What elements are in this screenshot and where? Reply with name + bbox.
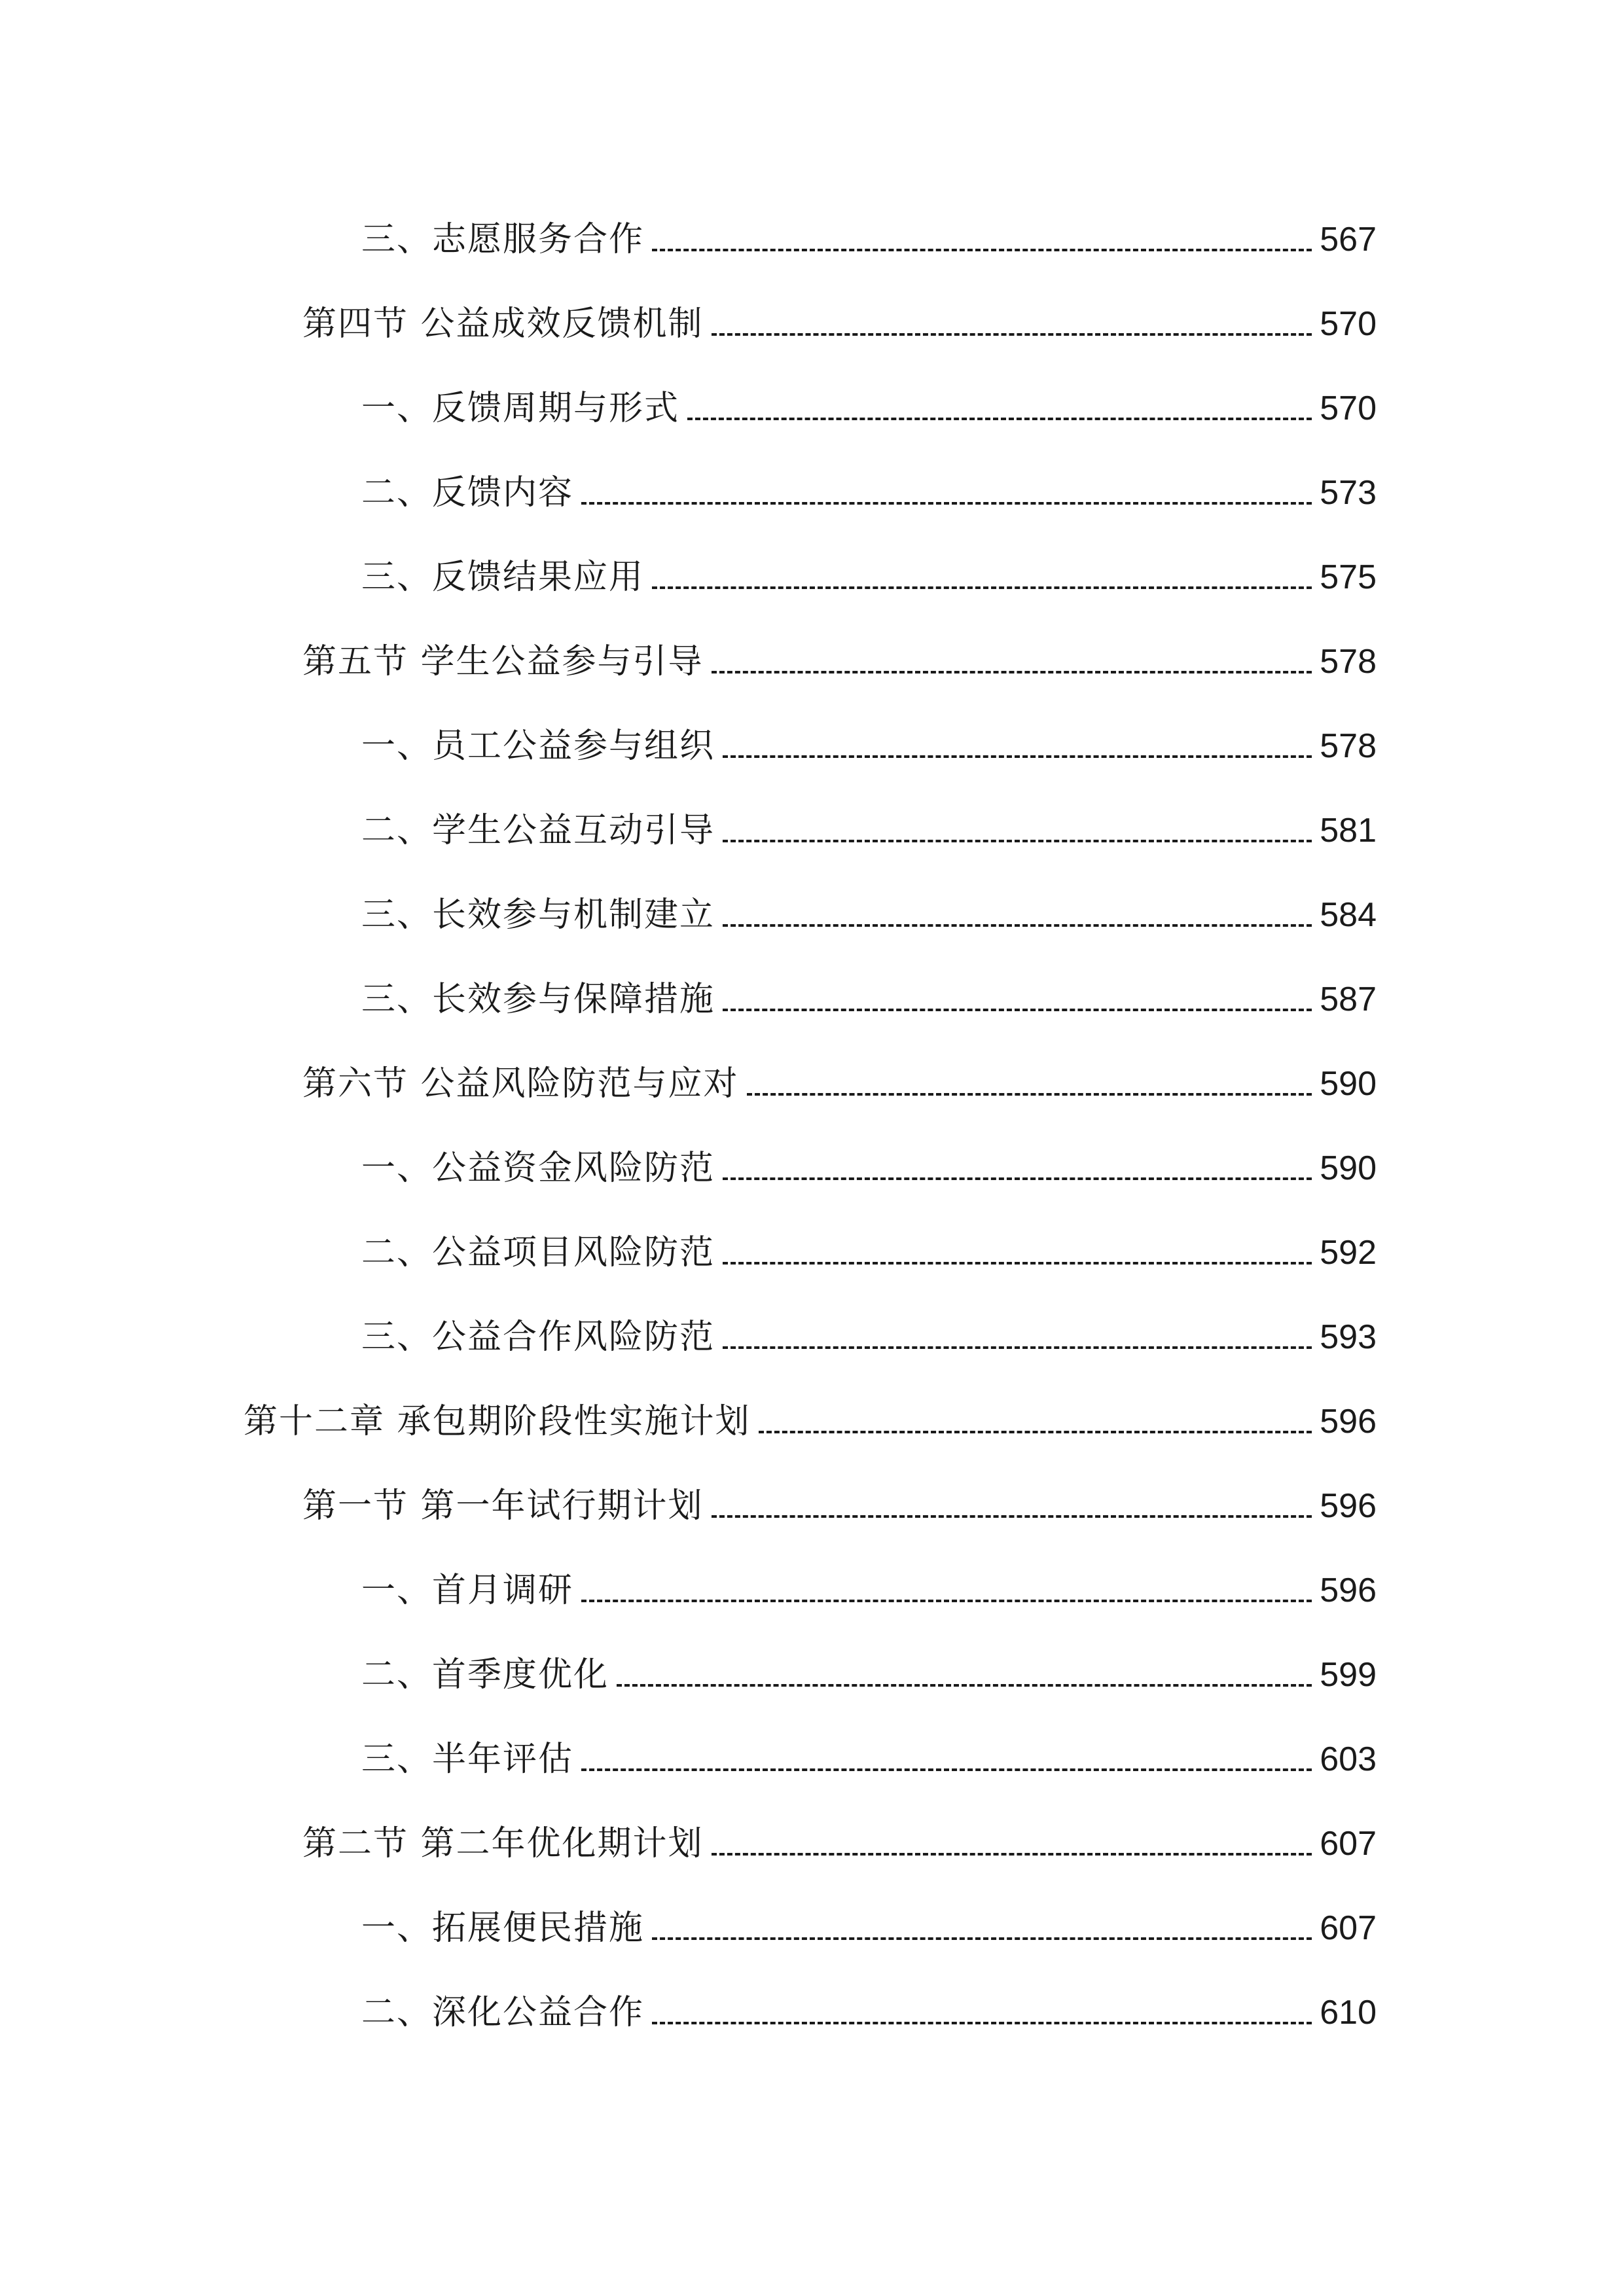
dot-leader — [712, 333, 1312, 336]
toc-entry[interactable] — [361, 1902, 1377, 1954]
toc-entry-label: 三、长效参与保障措施 — [361, 980, 715, 1019]
toc-entry-page: 570 — [1320, 305, 1377, 343]
toc-entry-label: 二、首季度优化 — [361, 1655, 609, 1695]
toc-entry-page: 578 — [1320, 727, 1377, 765]
toc-entry-page: 575 — [1320, 558, 1377, 596]
toc-entry-page: 578 — [1320, 643, 1377, 681]
toc-entry-page: 567 — [1320, 221, 1377, 259]
toc-entry-page: 590 — [1320, 1149, 1377, 1187]
dot-leader — [723, 755, 1312, 758]
toc-entry[interactable] — [361, 1142, 1377, 1194]
toc-entry-page: 610 — [1320, 1994, 1377, 2032]
toc-entry-label: 一、首月调研 — [361, 1571, 574, 1610]
toc-entry[interactable] — [302, 298, 1377, 350]
toc-entry-page: 570 — [1320, 389, 1377, 427]
toc-entry-page: 607 — [1320, 1909, 1377, 1947]
toc-entry-page: 603 — [1320, 1740, 1377, 1778]
dot-leader — [723, 1177, 1312, 1180]
toc-entry-label: 一、员工公益参与组织 — [361, 726, 715, 766]
toc-entry[interactable] — [361, 213, 1377, 266]
toc-entry-label: 第一节 第一年试行期计划 — [302, 1486, 704, 1526]
dot-leader — [581, 502, 1312, 505]
toc-entry-label: 二、深化公益合作 — [361, 1993, 645, 2032]
toc-entry-label: 三、志愿服务合作 — [361, 220, 645, 259]
dot-leader — [723, 840, 1312, 842]
toc-entry-label: 二、公益项目风险防范 — [361, 1233, 715, 1272]
toc-entry-label: 二、反馈内容 — [361, 473, 574, 512]
dot-leader — [581, 1600, 1312, 1602]
toc-entry[interactable] — [361, 973, 1377, 1026]
dot-leader — [723, 1346, 1312, 1349]
toc-entry[interactable] — [361, 1733, 1377, 1785]
toc-entry-label: 三、长效参与机制建立 — [361, 895, 715, 935]
toc-entry-label: 第五节 学生公益参与引导 — [302, 642, 704, 681]
toc-entry-page: 599 — [1320, 1656, 1377, 1694]
toc-entry[interactable] — [361, 382, 1377, 435]
toc-entry-page: 593 — [1320, 1318, 1377, 1356]
toc-entry[interactable] — [302, 1480, 1377, 1532]
toc-entry[interactable] — [361, 467, 1377, 519]
toc-entry-label: 三、公益合作风险防范 — [361, 1318, 715, 1357]
toc-entry[interactable] — [361, 1649, 1377, 1701]
dot-leader — [759, 1431, 1312, 1433]
toc-entry-label: 第六节 公益风险防范与应对 — [302, 1064, 739, 1103]
dot-leader — [687, 418, 1312, 420]
dot-leader — [652, 586, 1312, 589]
toc-entry-page: 592 — [1320, 1234, 1377, 1272]
toc-entry-page: 590 — [1320, 1065, 1377, 1103]
toc-entry[interactable] — [302, 1058, 1377, 1110]
dot-leader — [747, 1093, 1312, 1096]
toc-entry-label: 一、反馈周期与形式 — [361, 389, 680, 428]
toc-entry-page: 573 — [1320, 474, 1377, 512]
dot-leader — [652, 2022, 1312, 2024]
toc-entry-page: 596 — [1320, 1403, 1377, 1441]
toc-entry-label: 第十二章 承包期阶段性实施计划 — [244, 1402, 751, 1441]
toc-entry-label: 二、学生公益互动引导 — [361, 811, 715, 850]
toc-entry[interactable] — [361, 889, 1377, 941]
toc-entry[interactable] — [302, 1818, 1377, 1870]
toc-entry[interactable] — [361, 1564, 1377, 1617]
dot-leader — [581, 1768, 1312, 1771]
toc-entry[interactable] — [361, 1986, 1377, 2039]
toc-entry-label: 一、拓展便民措施 — [361, 1909, 645, 1948]
dot-leader — [712, 671, 1312, 673]
dot-leader — [617, 1684, 1312, 1687]
dot-leader — [723, 924, 1312, 927]
toc-entry-label: 第四节 公益成效反馈机制 — [302, 304, 704, 344]
toc-entry-label: 第二节 第二年优化期计划 — [302, 1824, 704, 1863]
toc-entry-page: 596 — [1320, 1487, 1377, 1525]
toc-entry[interactable] — [361, 1311, 1377, 1363]
toc-entry-page: 587 — [1320, 980, 1377, 1018]
toc-entry-label: 三、半年评估 — [361, 1740, 574, 1779]
dot-leader — [652, 249, 1312, 251]
toc-entry-page: 584 — [1320, 896, 1377, 934]
toc-entry[interactable] — [361, 804, 1377, 857]
toc-entry[interactable] — [244, 1395, 1377, 1448]
toc-entry-page: 581 — [1320, 812, 1377, 850]
toc-entry-label: 三、反馈结果应用 — [361, 558, 645, 597]
dot-leader — [652, 1937, 1312, 1940]
toc-entry-page: 607 — [1320, 1825, 1377, 1863]
toc-entry[interactable] — [361, 551, 1377, 603]
dot-leader — [723, 1009, 1312, 1011]
toc-entry[interactable] — [361, 720, 1377, 772]
dot-leader — [712, 1515, 1312, 1518]
dot-leader — [723, 1262, 1312, 1265]
toc-entry-page: 596 — [1320, 1571, 1377, 1609]
toc-entry-label: 一、公益资金风险防范 — [361, 1149, 715, 1188]
toc-entry[interactable] — [361, 1227, 1377, 1279]
toc-entry[interactable] — [302, 636, 1377, 688]
dot-leader — [712, 1853, 1312, 1856]
